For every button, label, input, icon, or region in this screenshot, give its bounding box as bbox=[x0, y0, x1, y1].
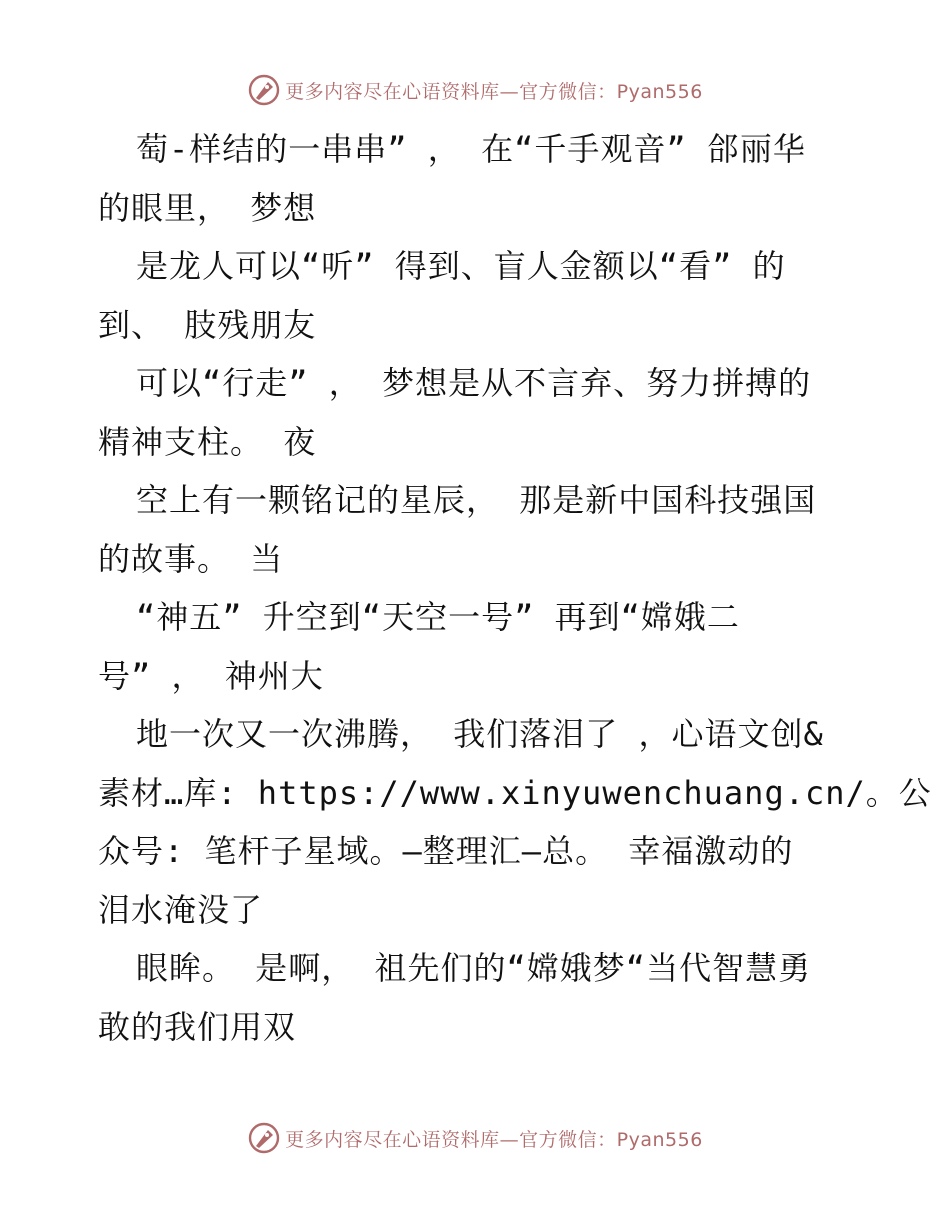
body-line: 的故事。 当 bbox=[98, 539, 284, 578]
body-line: 的眼里， 梦想 bbox=[98, 188, 317, 227]
body-line: 可以“行走” ， 梦想是从不言弃、努力拼搏的 bbox=[136, 364, 812, 402]
body-line: 到、 肢残朋友 bbox=[98, 305, 317, 344]
body-line: 眼眸。 是啊， 祖先们的“嫦娥梦“当代智慧勇 bbox=[136, 949, 812, 987]
header-watermark-banner bbox=[0, 70, 950, 110]
body-line: 萄-样结的一串串” ， 在“千手观音” 郃丽华 bbox=[136, 130, 806, 168]
body-line: “神五” 升空到“天空一号” 再到“嫦娥二 bbox=[136, 598, 740, 636]
pen-nib-circle-icon bbox=[247, 73, 281, 107]
footer-watermark-text bbox=[285, 1125, 703, 1152]
footer-watermark-banner bbox=[0, 1118, 950, 1158]
header-watermark-handle: Pyan556 bbox=[616, 80, 703, 103]
body-line: 是龙人可以“听” 得到、盲人金额以“看” 的 bbox=[136, 247, 786, 285]
body-line: 号” ， 神州大 bbox=[98, 656, 324, 695]
body-line: 精神支柱。 夜 bbox=[98, 422, 317, 461]
body-line: 地一次又一次沸腾， 我们落泪了 ，心语文创& bbox=[136, 715, 824, 753]
document-body bbox=[98, 120, 932, 1056]
body-line: 敢的我们用双 bbox=[98, 1007, 297, 1046]
body-line: 众号: 笔杆子星域。—整理汇—总。 幸福激动的 bbox=[98, 832, 794, 870]
footer-watermark-handle: Pyan556 bbox=[616, 1128, 703, 1151]
header-watermark-text bbox=[285, 77, 703, 104]
body-line: 泪水淹没了 bbox=[98, 890, 264, 929]
footer-watermark-label: 更多内容尽在心语资料库—官方微信： bbox=[285, 1128, 617, 1151]
header-watermark-label: 更多内容尽在心语资料库—官方微信： bbox=[285, 80, 617, 103]
body-line: 空上有一颗铭记的星辰， 那是新中国科技强国 bbox=[136, 481, 817, 519]
body-line: 素材…库: https://www.xinyuwenchuang.cn/。公 bbox=[98, 773, 932, 812]
pen-nib-circle-icon bbox=[247, 1121, 281, 1155]
